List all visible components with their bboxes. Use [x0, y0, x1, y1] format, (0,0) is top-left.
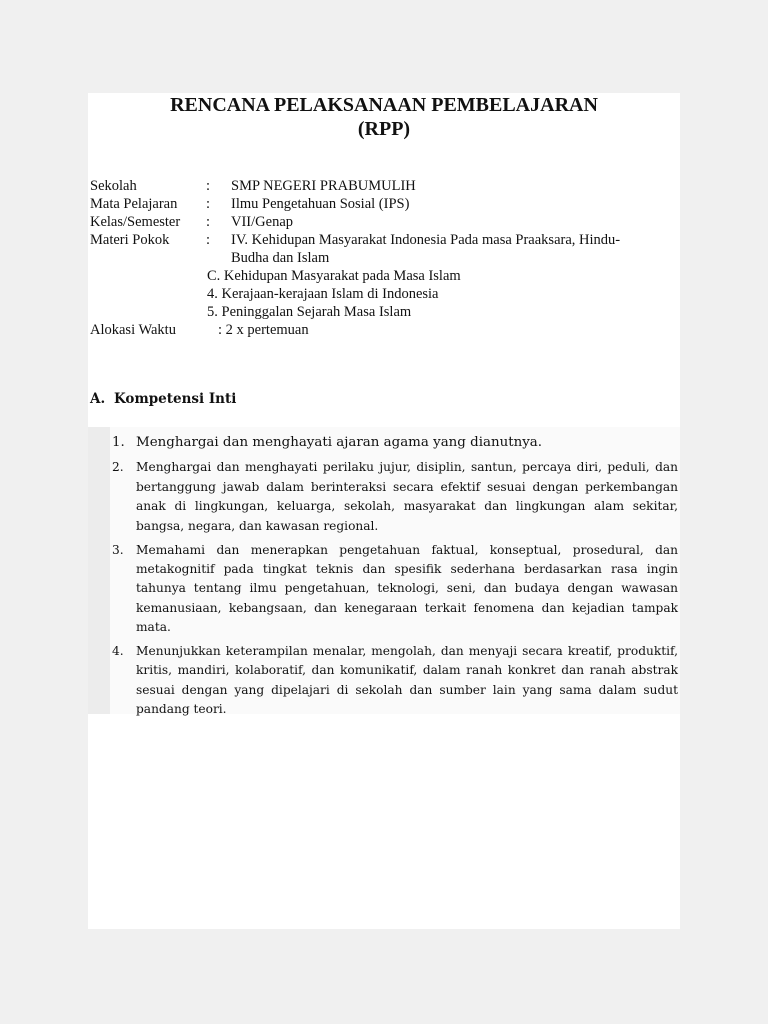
list-item: [110, 541, 678, 638]
content-band-margin: [88, 427, 110, 714]
list-item: [110, 642, 678, 720]
document-title: RENCANA PELAKSANAAN PEMBELAJARAN: [170, 94, 598, 116]
section-heading-a: [90, 391, 236, 407]
info-label: Materi Pokok: [90, 232, 170, 248]
list-number: 1.: [112, 435, 125, 450]
document-subtitle: (RPP): [357, 118, 411, 140]
list-text: Menghargai dan menghayati ajaran agama yang dianutnya.: [136, 435, 543, 450]
info-value: VII/Genap: [231, 214, 294, 230]
list-item: [110, 458, 678, 536]
list-text: Menunjukkan keterampilan menalar, mengolah, dan menyaji secara kreatif, produktif, kritis, mandiri, kolaboratif, dan komunikatif, dalam ranah konkret dan ranah abstrak sesuai dengan yang dipelajari di sekolah dan sumber lain yang sama dalam sudut pandang teori.: [136, 644, 678, 717]
info-value: Ilmu Pengetahuan Sosial (IPS): [231, 196, 410, 212]
section-title: Kompetensi Inti: [114, 391, 237, 407]
info-colon: :: [206, 178, 211, 194]
info-colon: :: [206, 196, 211, 212]
list-text: Menghargai dan menghayati perilaku jujur, disiplin, santun, percaya diri, peduli, dan bertanggung jawab dalam berinteraksi secara efektif sesuai dengan perkembangan anak di lingkungan, keluarga, sekolah, masyarakat dan lingkungan alam sekitar, bangsa, negara, dan kawasan regional.: [136, 460, 678, 533]
info-value: : 2 x pertemuan: [218, 322, 309, 338]
list-number: 4.: [112, 644, 124, 659]
section-letter: A.: [90, 391, 106, 407]
info-value: SMP NEGERI PRABUMULIH: [231, 178, 416, 194]
document-page: RENCANA PELAKSANAAN PEMBELAJARAN (RPP) Sekolah : SMP NEGERI PRABUMULIH Mata Pelajaran : Ilmu Pengetahuan Sosial (IPS) Kelas/Semester : VII/Genap Materi Pokok : IV. Kehidupan Masyarakat Indonesia Pada masa Praaksara, Hindu-Budha dan Islam C. Kehidupan Masyarakat pada Masa Islam 4. Kerajaan-kerajaan Islam di Indonesia 5. Peninggalan Sejarah Masa Islam Alokasi Waktu : 2 x pertemuan A. Kompetensi Inti 1. Menghargai dan menghayati ajaran agama yang dianutnya. 2. Menghargai dan menghayati perilaku jujur, disiplin, santun, percaya diri, peduli, dan bertanggung jawab dalam berinteraksi secara efektif sesuai dengan perkembangan anak di lingkungan, keluarga, sekolah, masyarakat dan lingkungan alam sekitar, bangsa, negara, dan kawasan regional. 3. Memahami dan menerapkan pengetahuan faktual, konseptual, prosedural, dan metakognitif pada tingkat teknis dan spesifik sederhana berdasarkan rasa ingin tahunya tentang ilmu pengetahuan, teknologi, seni, dan budaya dengan wawasan kemanusiaan, kebangsaan, dan kenegaraan terkait fenomena dan kejadian tampak mata. 4. Menunjukkan keterampilan menalar, mengolah, dan menyaji secara kreatif, produktif, kritis, mandiri, kolaboratif, dan komunikatif, dalam ranah konkret dan ranah abstrak sesuai dengan yang dipelajari di sekolah dan sumber lain yang sama dalam sudut pandang teori.: [88, 93, 680, 929]
list-text: Memahami dan menerapkan pengetahuan faktual, konseptual, prosedural, dan metakognitif pada tingkat teknis dan spesifik sederhana berdasarkan rasa ingin tahunya tentang ilmu pengetahuan, teknologi, seni, dan budaya dengan wawasan kemanusiaan, kebangsaan, dan kenegaraan terkait fenomena dan kejadian tampak mata.: [136, 542, 678, 635]
info-value: IV. Kehidupan Masyarakat Indonesia Pada masa Praaksara, Hindu-Budha dan Islam: [231, 232, 621, 266]
kompetensi-inti-list: [110, 433, 678, 724]
info-label: Sekolah: [90, 178, 137, 194]
info-label: Mata Pelajaran: [90, 196, 178, 212]
info-colon: :: [206, 214, 211, 230]
list-number: 2.: [112, 460, 124, 475]
info-label: Alokasi Waktu: [90, 322, 176, 338]
list-number: 3.: [112, 542, 124, 557]
list-item: [110, 433, 678, 452]
info-label: Kelas/Semester: [90, 214, 181, 230]
info-colon: :: [206, 232, 211, 248]
